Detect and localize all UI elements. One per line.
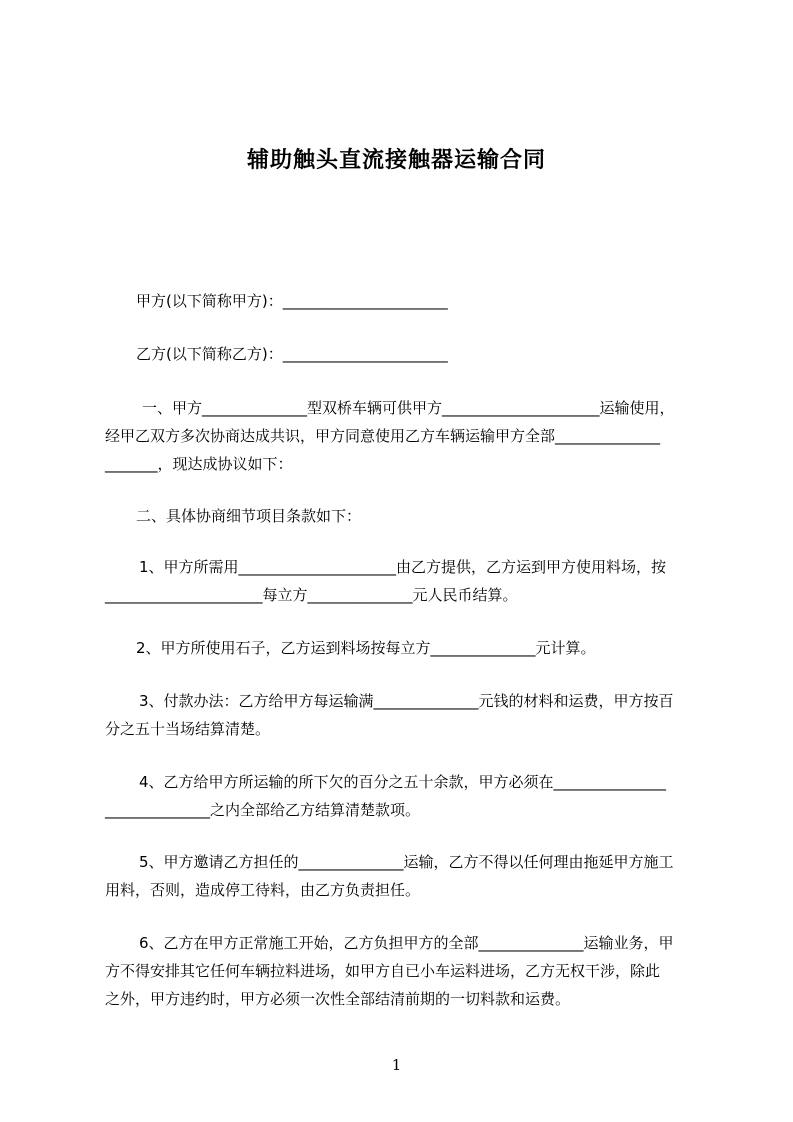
item-4-line-2: ______________之内全部给乙方结算清楚款项。 bbox=[105, 801, 421, 819]
page-number: 1 bbox=[391, 1056, 402, 1074]
clause-1-line-1: 一、甲方______________型双桥车辆可供甲方_____________________运输使用， bbox=[142, 399, 675, 417]
item-6-line-1: 6、乙方在甲方正常施工开始，乙方负担甲方的全部______________运输业务，甲 bbox=[139, 934, 674, 952]
item-5-line-2: 用料，否则，造成停工待料，由乙方负责担任。 bbox=[105, 881, 421, 899]
item-5-line-1: 5、甲方邀请乙方担任的______________运输，乙方不得以任何理由拖延甲方施工 bbox=[139, 853, 674, 871]
item-1-line-1: 1、甲方所需用_____________________由乙方提供，乙方运到甲方使用料场，按 bbox=[139, 558, 667, 576]
clause-2-heading: 二、具体协商细节项目条款如下： bbox=[136, 507, 362, 525]
item-3-line-2: 分之五十当场结算清楚。 bbox=[105, 720, 271, 738]
clause-1 bbox=[105, 394, 705, 478]
item-5 bbox=[105, 848, 705, 904]
item-3-line-1: 3、付款办法：乙方给甲方每运输满______________元钱的材料和运费，甲方按百 bbox=[139, 692, 674, 710]
item-2: 2、甲方所使用石子，乙方运到料场按每立方______________元计算。 bbox=[136, 639, 596, 657]
item-4 bbox=[105, 768, 705, 824]
party-b-line: 乙方(以下简称乙方)：______________________ bbox=[136, 345, 448, 363]
item-1 bbox=[105, 553, 705, 609]
item-6-line-3: 之外，甲方违约时，甲方必须一次性全部结清前期的一切料款和运费。 bbox=[105, 990, 571, 1008]
item-1-line-2: _____________________每立方______________元人民币结算。 bbox=[105, 586, 518, 604]
item-3 bbox=[105, 687, 705, 743]
item-6 bbox=[105, 929, 705, 1013]
clause-1-line-2: 经甲乙双方多次协商达成共识，甲方同意使用乙方车辆运输甲方全部______________ bbox=[105, 427, 661, 445]
party-a-line: 甲方(以下简称甲方)：______________________ bbox=[136, 292, 448, 310]
clause-1-line-3: _______，现达成协议如下： bbox=[105, 455, 293, 473]
item-4-line-1: 4、乙方给甲方所运输的所下欠的百分之五十余款，甲方必须在_______________ bbox=[139, 773, 667, 791]
item-6-line-2: 方不得安排其它任何车辆拉料进场，如甲方自已小车运料进场，乙方无权干涉，除此 bbox=[105, 962, 661, 980]
document-title: 辅助触头直流接触器运输合同 bbox=[246, 148, 546, 173]
